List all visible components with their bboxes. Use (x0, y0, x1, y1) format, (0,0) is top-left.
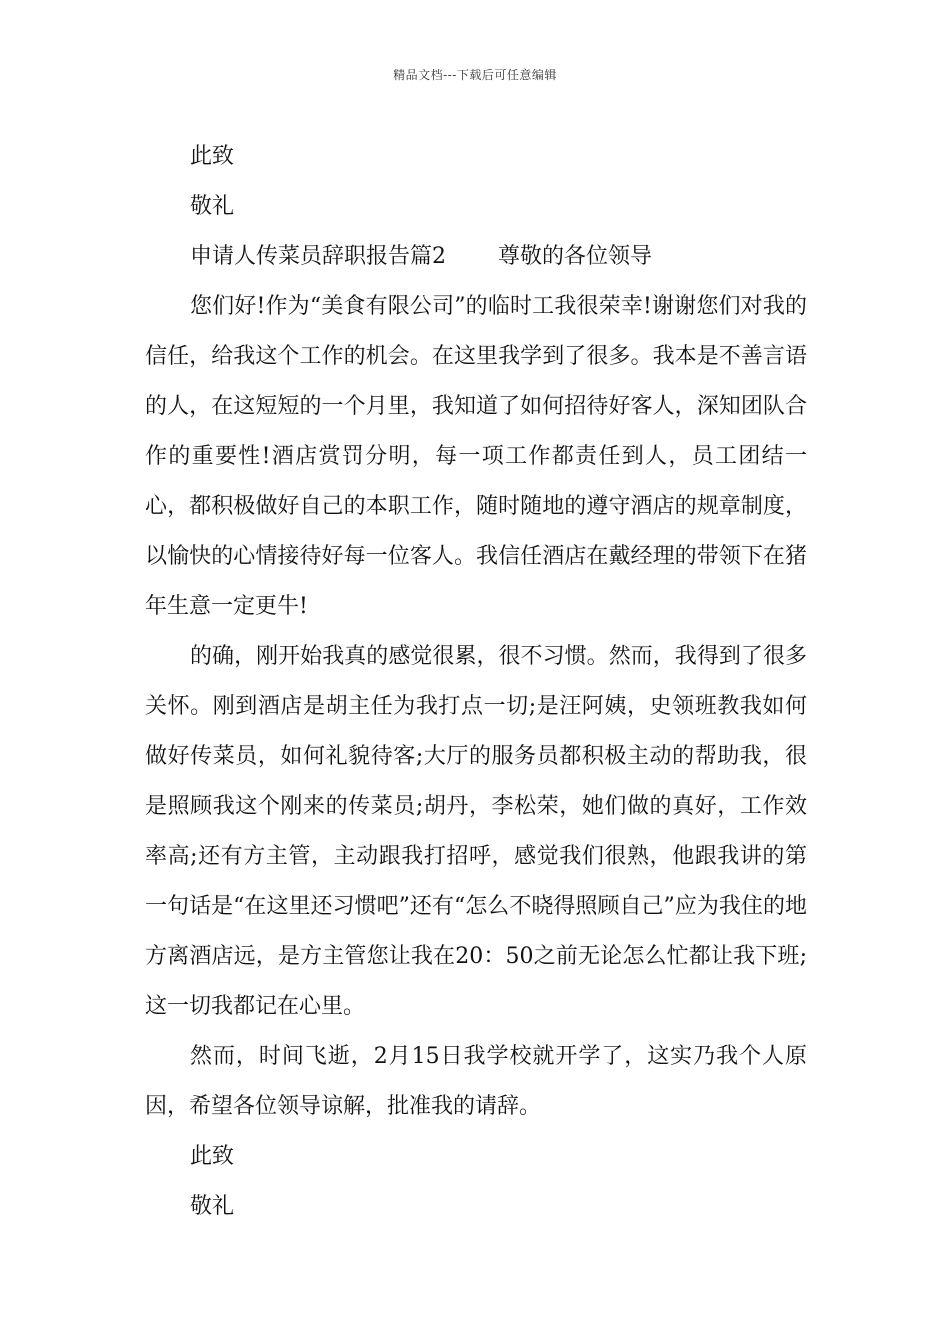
closing-regards: 敬礼 (190, 194, 235, 219)
body-paragraph: 您们好!作为“美食有限公司”的临时工我很荣幸!谢谢您们对我的信任，给我这个工作的机会。在这里我学到了很多。我本是不善言语的人，在这短短的一个月里，我知道了如何招待好客人，深知团队合作的重要性!酒店赏罚分明，每一项工作都责任到人，员工团结一心，都积极做好自己的本职工作，随时随地的遵守酒店的规章制度，以愉快的心情接待好每一位客人。我信任酒店在戴经理的带领下在猪年生意一定更牛! (145, 294, 807, 619)
closing-regards: 敬礼 (190, 1194, 235, 1219)
closing-salute: 此致 (190, 144, 235, 169)
closing-salute: 此致 (190, 1144, 235, 1169)
document-body (145, 132, 807, 1232)
recipient: 尊敬的各位领导 (498, 244, 653, 269)
body-paragraph: 的确，刚开始我真的感觉很累，很不习惯。然而，我得到了很多关怀。刚到酒店是胡主任为我打点一切;是汪阿姨，史领班教我如何做好传菜员，如何礼貌待客;大厅的服务员都积极主动的帮助我，很是照顾我这个刚来的传菜员;胡丹，李松荣，她们做的真好，工作效率高;还有方主管，主动跟我打招呼，感觉我们很熟，他跟我讲的第一句话是“在这里还习惯吧”还有“怎么不晓得照顾自己”应为我住的地方离酒店远，是方主管您让我在20：50之前无论怎么忙都让我下班;这一切我都记在心里。 (145, 644, 807, 1019)
page-header: 精品文档---下载后可任意编辑 (393, 68, 557, 82)
section-title: 申请人传菜员辞职报告篇2 (190, 244, 446, 269)
section-title-line (145, 232, 807, 282)
body-paragraph: 然而，时间飞逝，2月15日我学校就开学了，这实乃我个人原因，希望各位领导谅解，批准我的请辞。 (145, 1044, 807, 1119)
